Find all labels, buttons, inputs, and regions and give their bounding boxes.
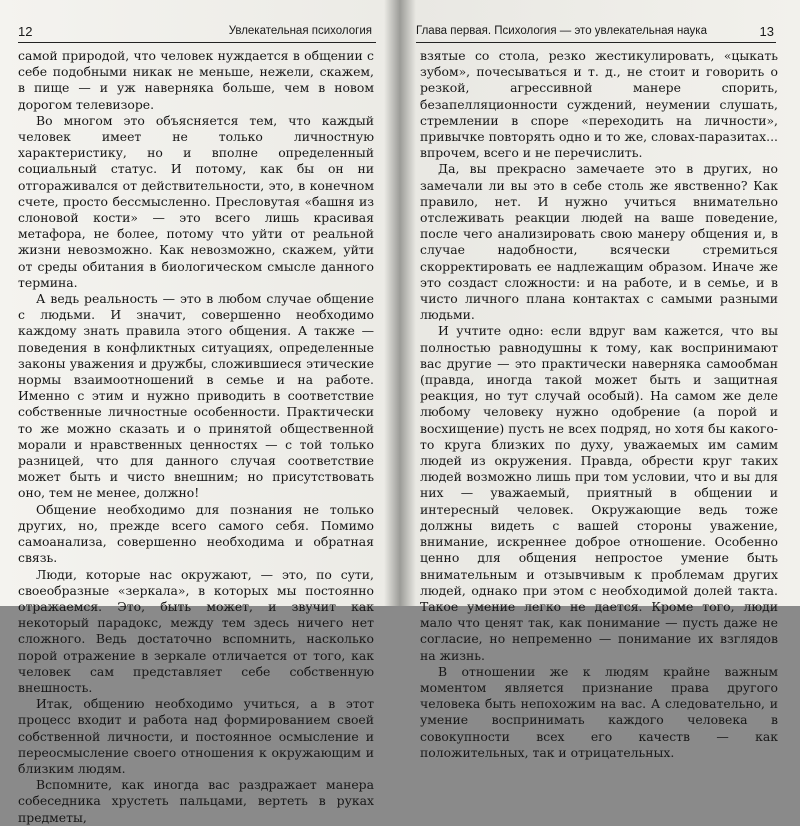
paragraph: Да, вы прекрасно замечаете это в других, но замечали ли вы это в себе столь же явственно? Как правило, нет. И нужно учиться внимательно отслеживать реакции людей на ваше поведение, после чего анализировать свою манеру общения и, в случае надобности, всячески стремиться скорректировать ее надлежащим образом. Иначе же это создаст сложности: и на работе, и в семье, и в чисто личного плана контактах с самыми разными людьми. xyxy=(420,161,778,323)
paragraph: самой природой, что человек нуждается в общении с себе подобными никак не меньше, нежели, скажем, в пище — и уж наверняка больше, чем в новом дорогом телевизоре. xyxy=(18,48,374,112)
left-page-header xyxy=(18,22,376,43)
left-page-body xyxy=(18,48,374,826)
right-page-number: 13 xyxy=(759,24,774,39)
paragraph: В отношении же к людям крайне важным моментом является признание права другого человека быть непохожим на вас. А следовательно, и умение воспринимать каждого человека в совокупности всех его качеств — как положительных, так и отрицательных. xyxy=(420,663,778,760)
paragraph: Вспомните, как иногда вас раздражает манера собеседника хрустеть пальцами, вертеть в руках предметы, xyxy=(18,777,374,825)
paragraph: И учтите одно: если вдруг вам кажется, что вы полностью равнодушны к тому, как воспринимают вас другие — это практически наверняка самообман (правда, иногда такой может быть и защитная реакция, но тут случай особый). На самом же деле любому человеку нужно одобрение (а порой и восхищение) пусть не всех подряд, но хотя бы какого-то круга близких по духу, уважаемых им самим людей из окружения. Правда, обрести круг таких людей возможно лишь при том условии, что и вы для них — уважаемый, приятный в общении и интересный человек. Окружающие ведь тоже должны видеть с вашей стороны уважение, внимание, искреннее доброе отношение. Особенно ценно для общения непростое умение быть внимательным и отзывчивым к проблемам других людей, однако при этом с необходимой долей такта. Такое умение легко не дается. Кроме того, люди мало что ценят так, как понимание — пусть даже не согласие, но непременно — понимание их взглядов на жизнь. xyxy=(420,323,778,663)
paragraph: А ведь реальность — это в любом случае общение с людьми. И значит, совершенно необходимо каждому знать правила этого общения. А также — поведения в конфликтных ситуациях, определенные законы уважения и дружбы, сложившиеся этические нормы взаимоотношений в семье и на работе. Именно с этим и нужно приводить в соответствие собственные личностные особенности. Практически то же можно сказать и о принятой общественной морали и нравственных ценностях — с той только разницей, что для данного случая соответствие может быть и чисто внешним; но присутствовать оно, тем не менее, должно! xyxy=(18,291,374,501)
left-running-title: Увлекательная психология xyxy=(228,25,372,37)
right-page-body xyxy=(420,48,778,761)
paragraph: Итак, общению необходимо учиться, а в этот процесс входит и работа над формированием своей собственной личности, и постоянное осмысление и переосмысление своего отношения к окружающим и близким людям. xyxy=(18,696,374,776)
left-page-number: 12 xyxy=(18,24,33,39)
left-page xyxy=(0,0,396,825)
right-running-title: Глава первая. Психология — это увлекательная наука xyxy=(416,25,707,37)
paragraph: Во многом это объясняется тем, что каждый человек имеет не только личностную характеристику, но и вполне определенный социальный статус. И потому, как бы он ни отгораживался от действительности, это, в конечном счете, просто бессмысленно. Пресловутая «башня из слоновой кости» — это всего лишь красивая метафора, не более, потому что уйти от реальной жизни невозможно. Как невозможно, скажем, уйти от среды обитания в биологическом смысле данного термина. xyxy=(18,112,374,290)
paragraph: Люди, которые нас окружают, — это, по сути, своеобразные «зеркала», в которых мы постоянно отражаемся. Это, быть может, и звучит как некоторый парадокс, между тем здесь ничего нет сложного. Ведь достаточно вспомнить, насколько порой отражение в зеркале отличается от того, как человек сам представляет себе собственную внешность. xyxy=(18,566,374,695)
paragraph: Общение необходимо для познания не только других, но, прежде всего самого себя. Помимо самоанализа, совершенно необходима и обратная связь. xyxy=(18,501,374,566)
right-page xyxy=(404,0,800,760)
paragraph: взятые со стола, резко жестикулировать, «цыкать зубом», почесываться и т. д., не стоит и говорить о резкой, агрессивной манере спорить, безапелляционности суждений, неумении слушать, стремлении в споре «переходить на личности», привычке повторять одно и то же, словах-паразитах... впрочем, всего и не перечислить. xyxy=(420,48,778,161)
right-page-header xyxy=(416,22,776,43)
